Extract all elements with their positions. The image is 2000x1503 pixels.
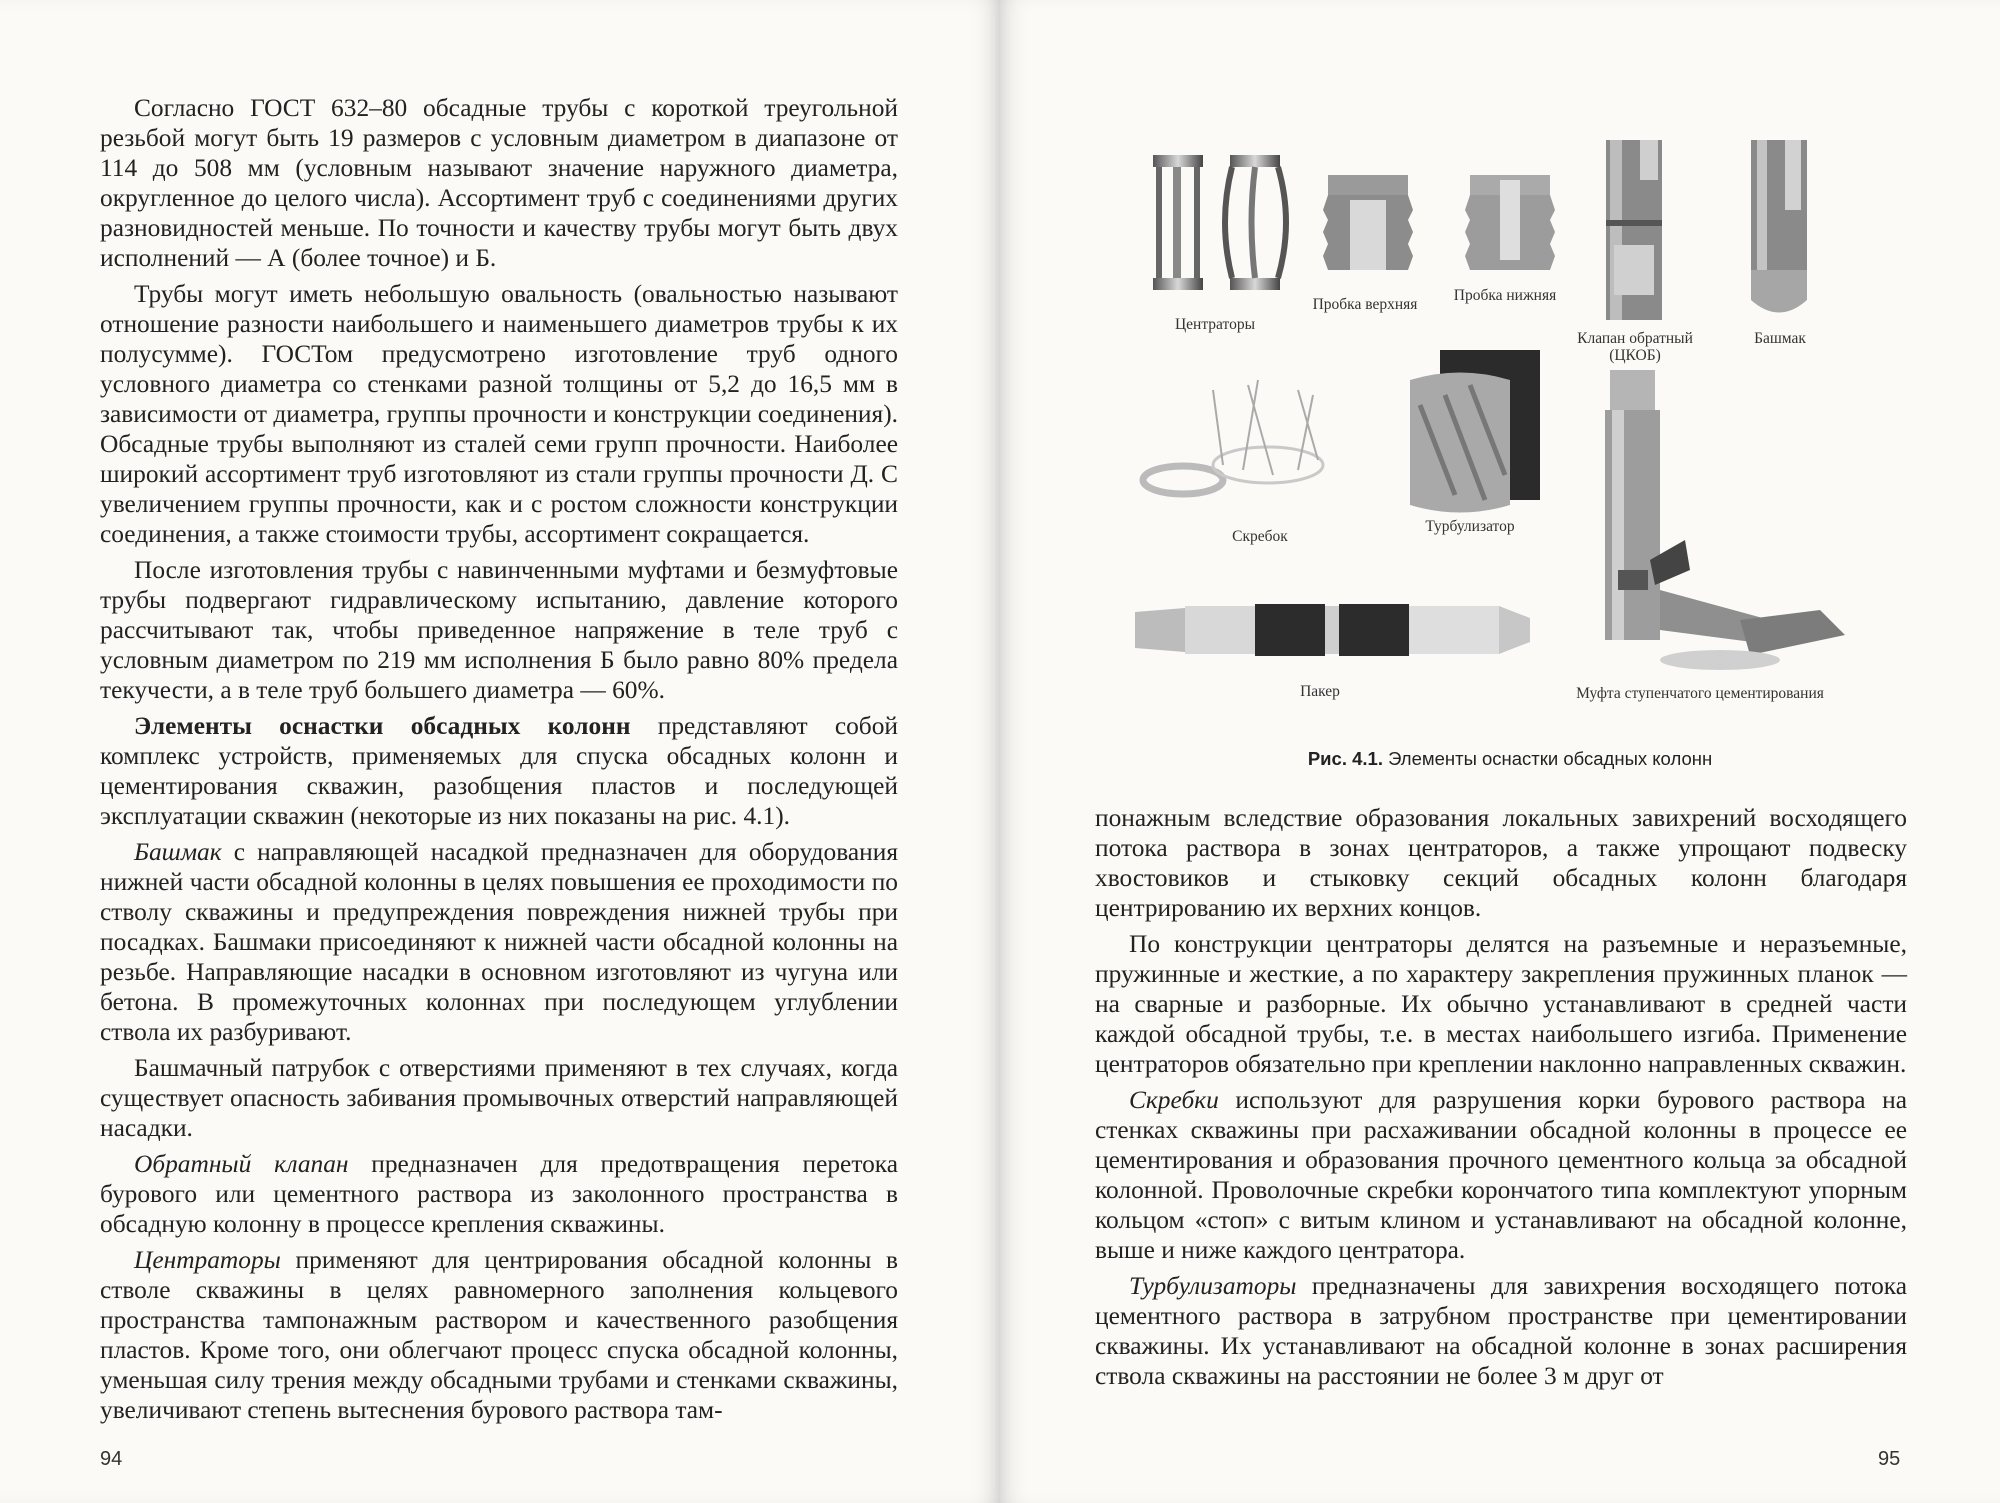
paragraph-rest: предназначены для завихрения восходящего потока цементного раствора в затрубном пространстве при цементировании скважины. Их устанавливают на обсадной колонне в зонах расширения ствола скважины на расстоянии не более 3 м друг от	[1095, 1272, 1907, 1390]
label-turbulizer: Турбулизатор	[1425, 518, 1515, 535]
paragraph	[100, 1245, 898, 1425]
label-top-plug: Пробка верхняя	[1312, 296, 1418, 313]
packer-illustration	[1135, 600, 1535, 660]
term-italic: Обратный клапан	[134, 1150, 349, 1178]
paragraph: После изготовления трубы с навинченными муфтами и безмуфтовые трубы подвергают гидравлическому испытанию, давление которого рассчитывают так, чтобы приведенное напряжение в теле труб с условным диаметром по 219 мм исполнения Б было равно 80% предела текучести, а в теле труб большего диаметра — 60%.	[100, 556, 898, 704]
caption-text: Элементы оснастки обсадных колонн	[1382, 748, 1713, 769]
scraper-illustration	[1138, 370, 1348, 515]
paragraph: понажным вследствие образования локальных завихрений восходящего потока раствора в зонах центраторов, а также упрощают подвеску хвостовиков и стыковку секций обсадных колонн благодаря центрированию их верхних концов.	[1095, 804, 1907, 922]
paragraph: Башмачный патрубок с отверстиями применяют в тех случаях, когда существует опасность забивания промывочных отверстий направляющей насадки.	[100, 1054, 898, 1142]
label-centrators: Центраторы	[1174, 316, 1256, 333]
page-number: 95	[1878, 1448, 1901, 1470]
paragraph	[100, 837, 898, 1047]
paragraph	[100, 1149, 898, 1239]
caption-number: Рис. 4.1.	[1307, 748, 1383, 769]
stage-collar-illustration	[1590, 370, 1860, 680]
term-bold: Элементы оснастки обсадных колонн	[134, 712, 631, 740]
left-page-text	[100, 93, 898, 1431]
label-shoe: Башмак	[1754, 330, 1806, 347]
paragraph: Согласно ГОСТ 632–80 обсадные трубы с короткой треугольной резьбой могут быть 19 размеров с условным диаметром в диапазоне от 114 до 508 мм (условным называют значение наружного диаметра, округленное до целого числа). Ассортимент труб с соединениями других разновидностей меньше. По точности и качеству трубы могут быть двух исполнений — А (более точное) и Б.	[100, 94, 898, 272]
turbulizer-illustration	[1400, 345, 1545, 520]
paragraph	[1095, 1085, 1907, 1265]
paragraph	[1095, 1271, 1907, 1391]
paragraph: Трубы могут иметь небольшую овальность (овальностью называют отношение разности наибольшего и наименьшего диаметров трубы к их полусумме). ГОСТом предусмотрено изготовление труб одного условного диаметра со стенками разной толщины от 5,2 до 16,5 мм в зависимости от диаметра, группы прочности и конструкции соединения). Обсадные трубы выполняют из сталей семи групп прочности. Наиболее широкий ассортимент труб изготовляют из стали группы прочности Д. С увеличением группы прочности, как и с ростом сложности конструкции соединения, а также стоимости трубы, ассортимент сокращается.	[100, 280, 898, 548]
label-bottom-plug: Пробка нижняя	[1453, 287, 1557, 304]
term-italic: Центраторы	[134, 1246, 281, 1274]
shoe-illustration	[1745, 140, 1815, 325]
label-check-valve	[1560, 330, 1710, 364]
label-stage-collar: Муфта ступенчатого цементирования	[1576, 685, 1824, 702]
term-italic: Скребки	[1129, 1086, 1219, 1114]
paragraph-rest: представляют собой комплекс устройств, применяемых для спуска обсадных колонн и цементирования скважин, разобщения пластов и последующей эксплуатации скважин (некоторые из них показаны на рис. 4.1).	[100, 712, 898, 830]
label-check-valve-line2: (ЦКОБ)	[1609, 347, 1661, 364]
bottom-plug-illustration	[1460, 170, 1560, 275]
page-number: 94	[100, 1448, 123, 1470]
paragraph-rest: используют для разрушения корки бурового раствора на стенках скважины при расхаживании обсадной колонны в процессе ее цементирования и образования прочного цементного кольца за обсадной колонной. Проволочные скребки корончатого типа комплектуют упорным кольцом «стоп» с витым клином и устанавливают на обсадной колонне, выше и ниже каждого центратора.	[1095, 1086, 1907, 1264]
figure-caption	[1110, 748, 1910, 770]
paragraph-rest: применяют для центрирования обсадной колонны в стволе скважины в целях равномерного заполнения кольцевого пространства тампонажным раствором и качественного разобщения пластов. Кроме того, они облегчают процесс спуска обсадной колонны, уменьшая силу трения между обсадными трубами и стенками скважины, увеличивают степень вытеснения бурового раствора там-	[100, 1246, 898, 1424]
paragraph: По конструкции центраторы делятся на разъемные и неразъемные, пружинные и жесткие, а по характеру закрепления пружинных планок — на сварные и разборные. Их обычно устанавливают в средней части каждой обсадной трубы, т.е. в местах наибольшего изгиба. Применение центраторов обязательно при креплении наклонно направленных скважин.	[1095, 930, 1907, 1078]
paragraph	[100, 711, 898, 831]
paragraph-rest: предназначен для предотвращения перетока бурового или цементного раствора из заколонного пространства в обсадную колонну в процессе крепления скважины.	[100, 1150, 899, 1238]
term-italic: Турбулизаторы	[1129, 1272, 1297, 1300]
top-plug-illustration	[1318, 170, 1418, 275]
paragraph-rest: с направляющей насадкой предназначен для оборудования нижней части обсадной колонны в целях повышения ее проходимости по стволу скважины и предупреждения повреждения нижней трубы при посадках. Башмаки присоединяют к нижней части обсадной колонны на резьбе. Направляющие насадки в основном изготовляют из чугуна или бетона. В промежуточных колоннах при последующем углублении ствола их разбуривают.	[100, 838, 898, 1046]
label-check-valve-line1: Клапан обратный	[1577, 330, 1693, 347]
term-italic: Башмак	[134, 838, 222, 866]
check-valve-illustration	[1600, 140, 1670, 325]
right-page-text	[1095, 803, 1907, 1397]
label-packer: Пакер	[1300, 683, 1340, 700]
centrators-illustration	[1148, 150, 1298, 295]
label-scraper: Скребок	[1232, 528, 1288, 545]
